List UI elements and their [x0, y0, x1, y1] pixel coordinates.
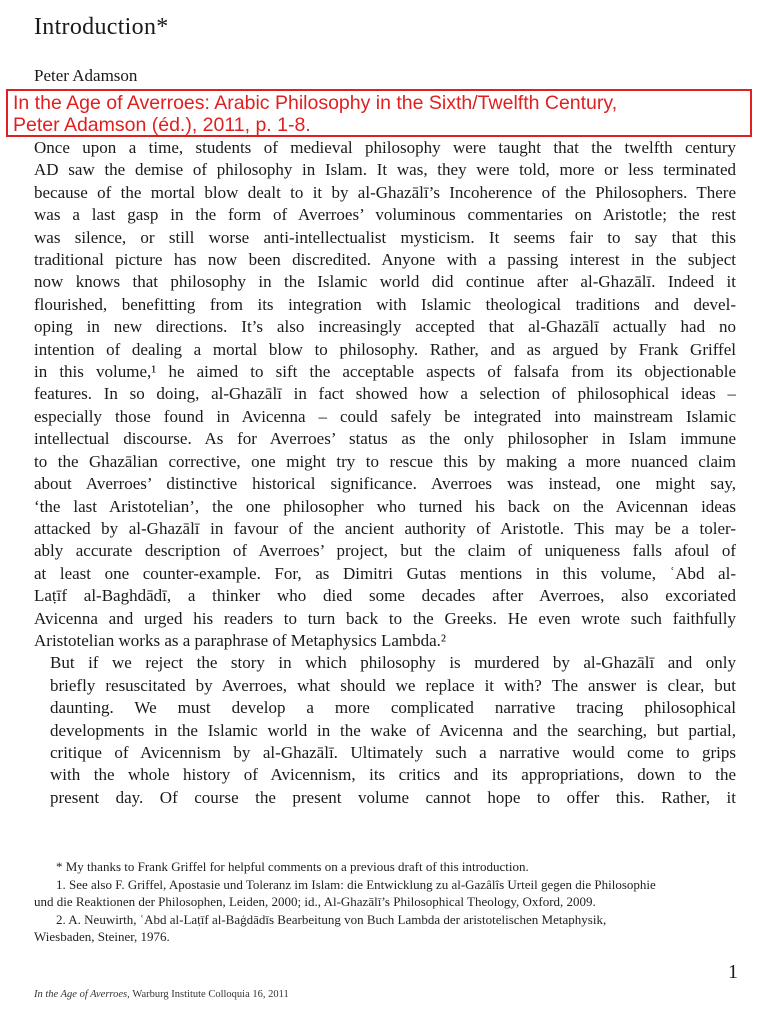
- body-line: was a last gasp in the form of Averroes’ voluminous commentaries on Aristotle; the rest: [34, 205, 736, 225]
- body-line: was silence, or still worse anti-intellectualist mysticism. It seems fair to say that this: [34, 227, 736, 247]
- body-line: ‘the last Aristotelian’, the one philosopher who turned his back on the Avicennan ideas: [34, 496, 736, 516]
- body-line: features. In so doing, al-Ghazālī in fact showed how a selection of philosophical ideas –: [34, 384, 736, 404]
- running-footer: [34, 989, 289, 1000]
- body-line: critique of Avicennism by al-Ghazālī. Ultimately such a narrative would come to grips: [50, 742, 736, 762]
- body-line: in this volume,¹ he aimed to sift the acceptable aspects of falsafa from its objectionable: [34, 362, 736, 382]
- body-line: now knows that philosophy in the Islamic world did continue after al-Ghazālī. Indeed it: [34, 272, 736, 292]
- body-line: because of the mortal blow dealt to it by al-Ghazālī’s Incoherence of the Philosophers. There: [34, 182, 736, 202]
- footnote-1-line-2: und die Reaktionen der Philosophen, Leiden, 2000; id., Al-Ghazālī’s Philosophical Theology, Oxford, 2009.: [34, 894, 596, 909]
- body-line: Avicenna and urged his readers to turn back to the Greeks. He even wrote such faithfully: [34, 608, 736, 628]
- body-line: at least one counter-example. For, as Dimitri Gutas mentions in this volume, ʿAbd al-: [34, 563, 736, 583]
- body-line: AD saw the demise of philosophy in Islam. It was, they were told, more or less terminated: [34, 160, 736, 180]
- footnote-2-line-1: 2. A. Neuwirth, ʿAbd al-Laṭīf al-Baġdādīs Bearbeitung von Buch Lambda der aristotelischen Metaphysik,: [56, 911, 607, 927]
- body-text: [34, 137, 736, 809]
- chapter-title: Introduction*: [34, 14, 169, 40]
- body-line: traditional picture has now been discredited. Anyone with a passing interest in the subject: [34, 250, 736, 270]
- body-line: oping in new directions. It’s also increasingly accepted that al-Ghazālī actually had no: [34, 317, 736, 337]
- citation-line-2: Peter Adamson (éd.), 2011, p. 1-8.: [13, 114, 311, 136]
- body-line: present day. Of course the present volume cannot hope to offer this. Rather, it: [50, 787, 736, 807]
- page-number: 1: [728, 961, 738, 983]
- footnote-2-line-2: Wiesbaden, Steiner, 1976.: [34, 929, 170, 944]
- body-line: Laṭīf al-Baghdādī, a thinker who died some decades after Averroes, also excoriated: [34, 586, 736, 606]
- citation-line-1: In the Age of Averroes: Arabic Philosophy in the Sixth/Twelfth Century,: [13, 92, 618, 114]
- body-line: Aristotelian works as a paraphrase of Metaphysics Lambda.²: [34, 630, 447, 650]
- body-line: intellectual discourse. As for Averroes’ status as the only philosopher in Islam immune: [34, 429, 736, 449]
- paragraph-2: [34, 652, 736, 809]
- body-line: ably accurate description of Averroes’ project, but the claim of uniqueness falls afoul of: [34, 541, 736, 561]
- body-line: briefly resuscitated by Averroes, what should we replace it with? The answer is clear, but: [50, 675, 736, 695]
- paragraph-1: [34, 137, 736, 652]
- running-footer-book: In the Age of Averroes,: [34, 989, 130, 1000]
- body-line: developments in the Islamic world in the wake of Avicenna and the searching, but partial,: [50, 720, 736, 740]
- body-line: to the Ghazālian corrective, one might try to rescue this by making a more nuanced claim: [34, 451, 736, 471]
- body-line: about Averroes’ distinctive historical significance. Averroes was instead, one might say,: [34, 474, 736, 494]
- body-line: attacked by al-Ghazālī in favour of the ancient authority of Aristotle. This may be a toler-: [34, 518, 736, 538]
- citation-box: [6, 89, 752, 137]
- author-name: Peter Adamson: [34, 66, 138, 85]
- body-line: daunting. We must develop a more complicated narrative tracing philosophical: [50, 698, 736, 718]
- footnotes: [34, 858, 736, 946]
- body-line: But if we reject the story in which philosophy is murdered by al-Ghazālī and only: [50, 653, 736, 673]
- running-footer-series: Warburg Institute Colloquia 16, 2011: [132, 989, 289, 1000]
- body-line: with the whole history of Avicennism, its critics and its appropriations, down to the: [50, 765, 736, 785]
- body-line: flourished, benefitting from its integration with Islamic theological traditions and devel-: [34, 294, 736, 314]
- body-line: intention of dealing a mortal blow to philosophy. Rather, and as argued by Frank Griffel: [34, 339, 736, 359]
- footnote-1-line-1: 1. See also F. Griffel, Apostasie und Toleranz im Islam: die Entwicklung zu al-Gazâlîs Urteil gegen die Philosophie: [56, 876, 656, 892]
- footnote-star: * My thanks to Frank Griffel for helpful comments on a previous draft of this introduction.: [56, 859, 529, 874]
- body-line: Once upon a time, students of medieval philosophy were taught that the twelfth century: [34, 138, 736, 157]
- body-line: especially those found in Avicenna – could safely be integrated into mainstream Islamic: [34, 406, 736, 426]
